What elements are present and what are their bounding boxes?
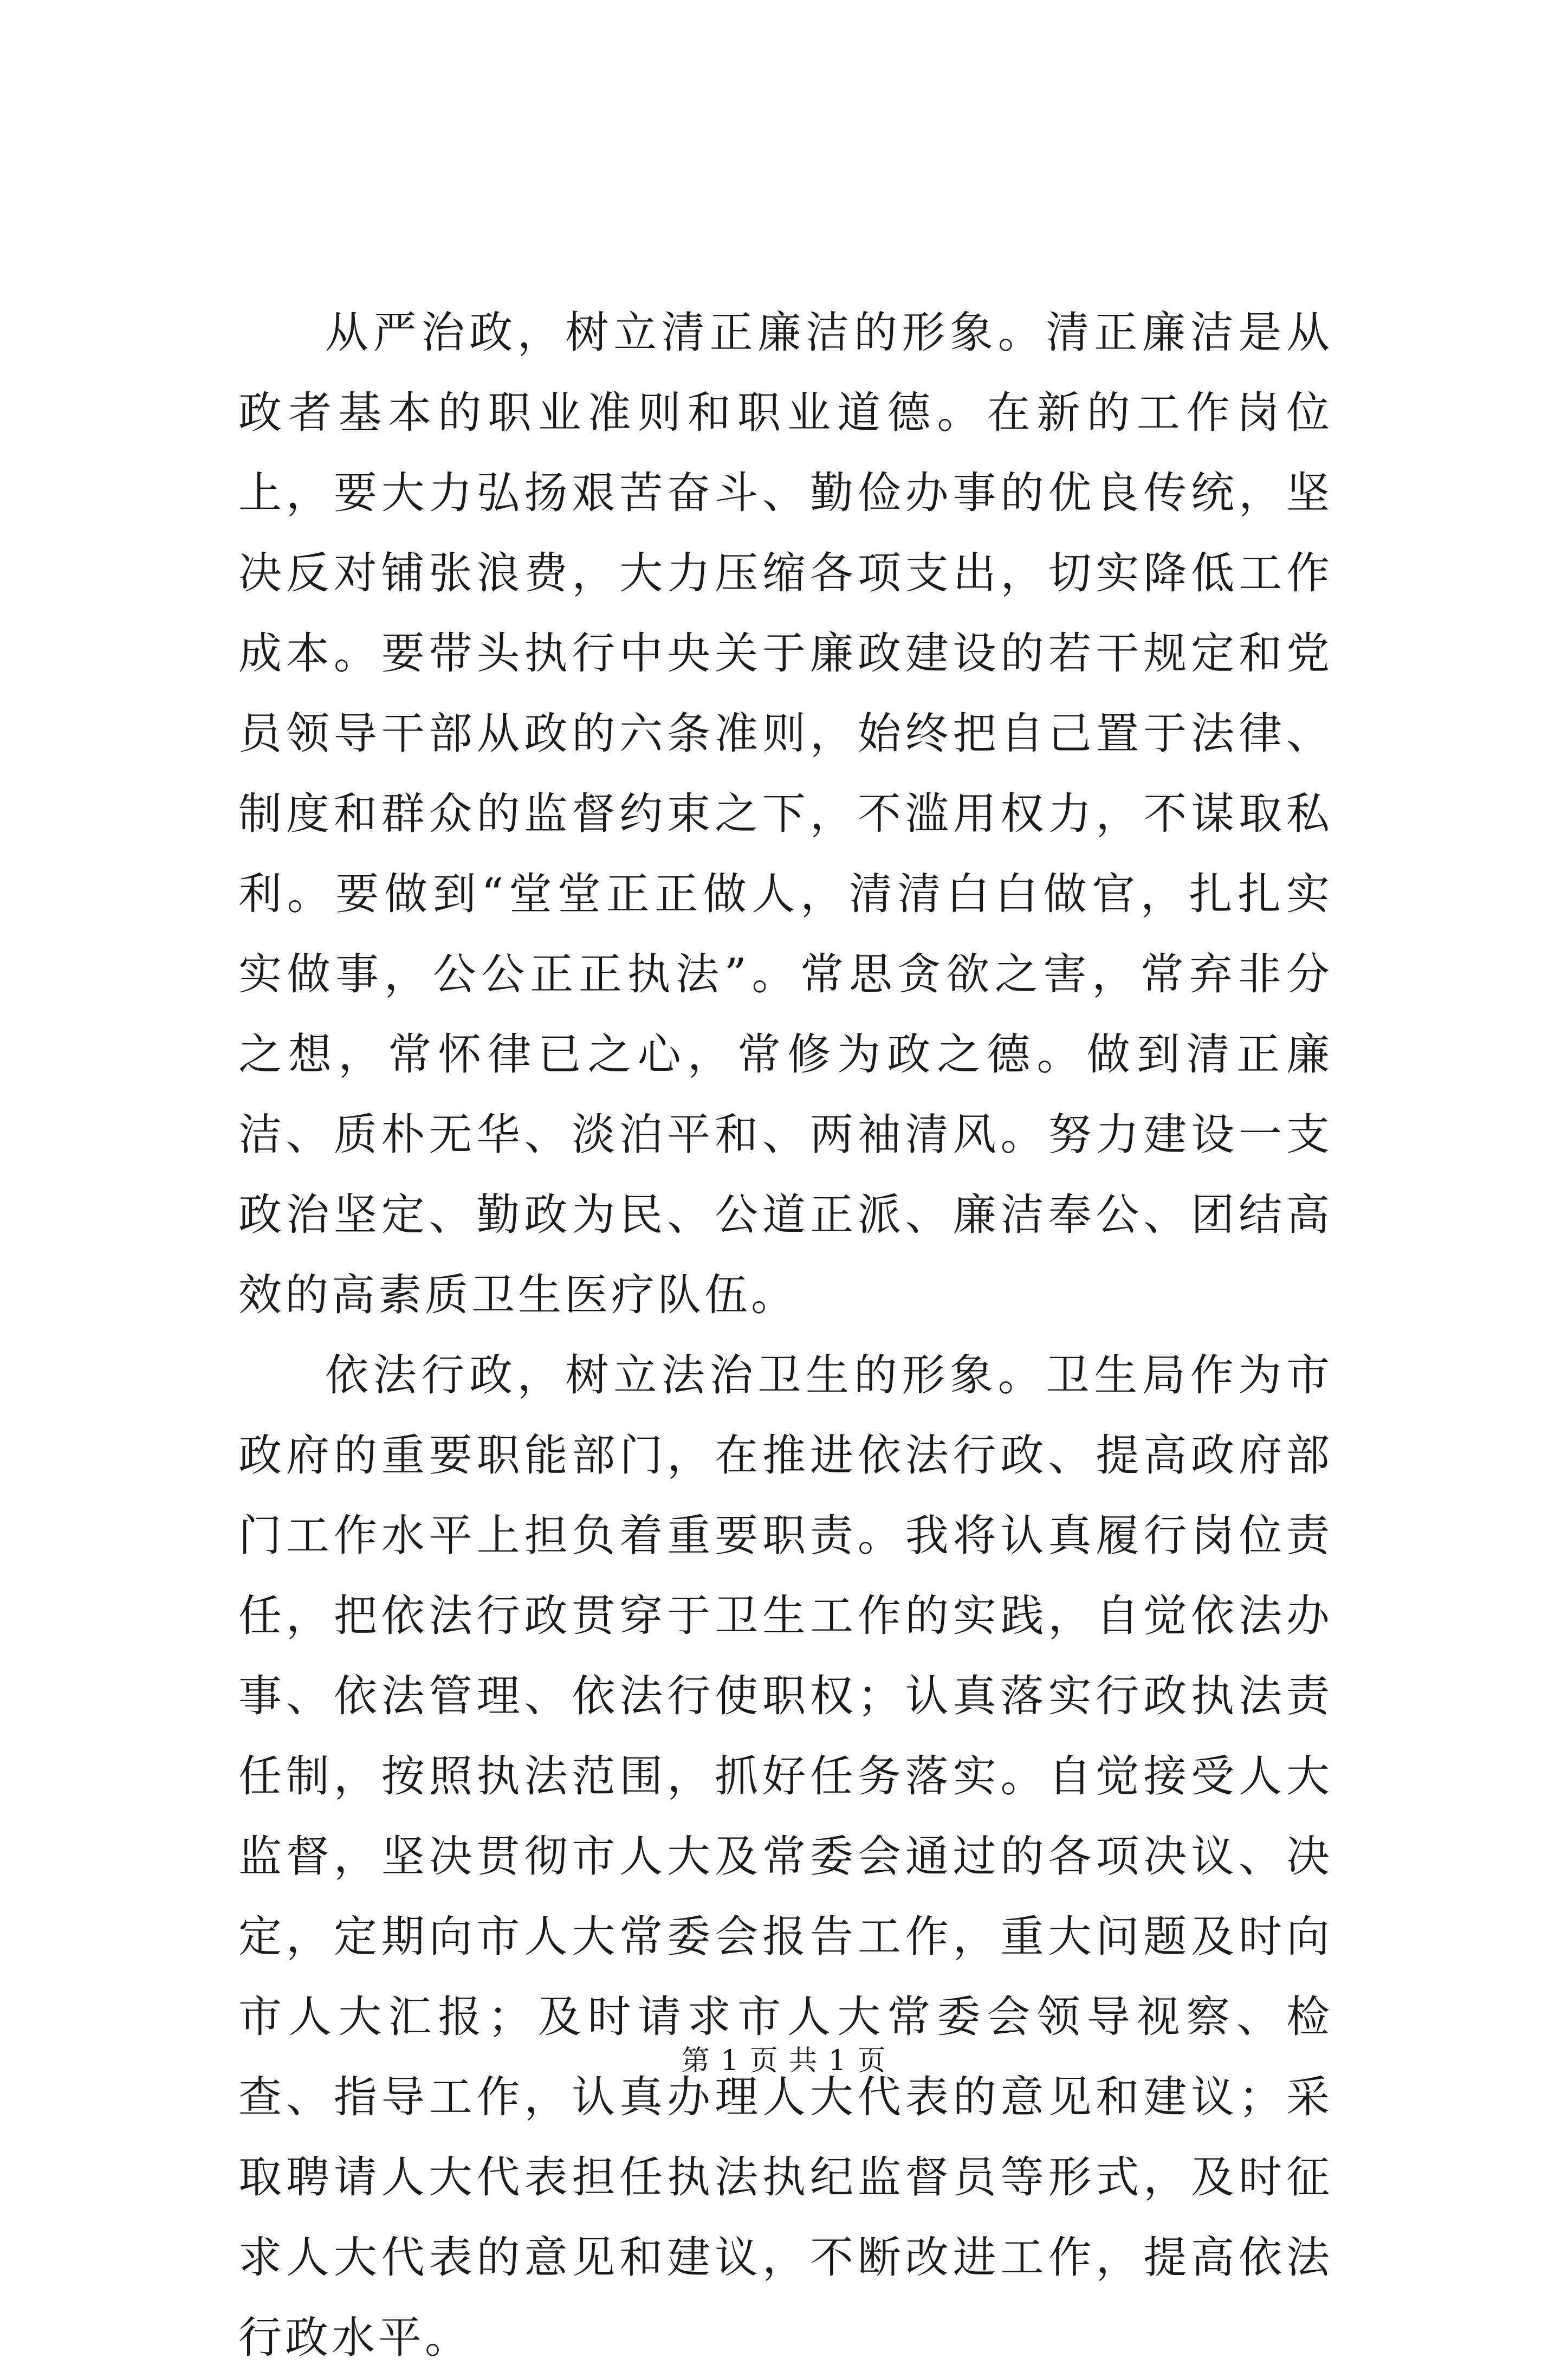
- paragraph-lawful-administration: 依法行政，树立法治卫生的形象。卫生局作为市政府的重要职能部门，在推进依法行政、提高政府部门工作水平上担负着重要职责。我将认真履行岗位责任，把依法行政贯穿于卫生工作的实践，自觉依法办事、依法管理、依法行使职权；认真落实行政执法责任制，按照执法范围，抓好任务落实。自觉接受人大监督，坚决贯彻市人大及常委会通过的各项决议、决定，定期向市人大常委会报告工作，重大问题及时向市人大汇报；及时请求市人大常委会领导视察、检查、指导工作，认真办理人大代表的意见和建议；采取聘请人大代表担任执法执纪监督员等形式，及时征求人大代表的意见和建议，不断改进工作，提高依法行政水平。: [238, 1350, 1333, 2363]
- page-footer: 第 1 页 共 1 页: [681, 2045, 887, 2077]
- paragraph-strict-governance: 从严治政，树立清正廉洁的形象。清正廉洁是从政者基本的职业准则和职业道德。在新的工作岗位上，要大力弘扬艰苦奋斗、勤俭办事的优良传统，坚决反对铺张浪费，大力压缩各项支出，切实降低工作成本。要带头执行中央关于廉政建设的若干规定和党员领导干部从政的六条准则，始终把自己置于法律、制度和群众的监督约束之下，不滥用权力，不谋取私利。要做到“堂堂正正做人，清清白白做官，扎扎实实做事，公公正正执法”。常思贪欲之害，常弃非分之想，常怀律已之心，常修为政之德。做到清正廉洁、质朴无华、淡泊平和、两袖清风。努力建设一支政治坚定、勤政为民、公道正派、廉洁奉公、团结高效的高素质卫生医疗队伍。: [238, 307, 1333, 1320]
